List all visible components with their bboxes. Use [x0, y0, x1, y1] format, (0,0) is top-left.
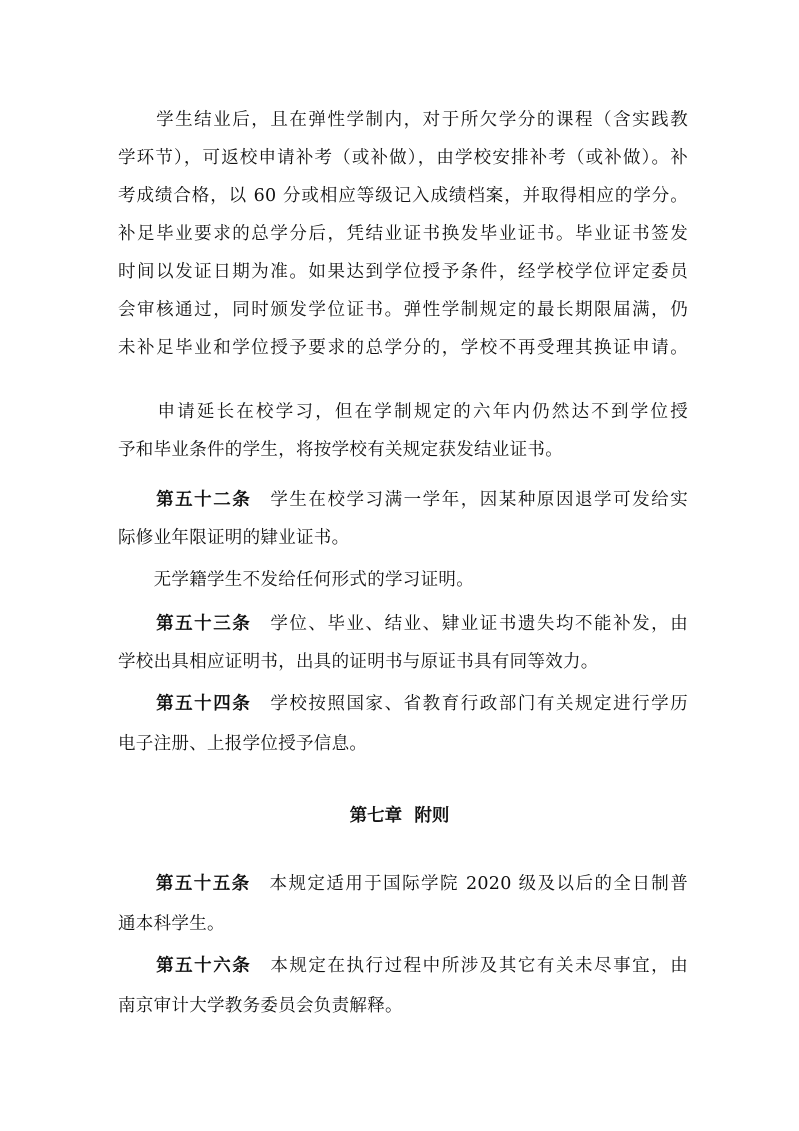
article-text: 学生在校学习满一学年，因某种原因退学可发给实: [270, 490, 688, 510]
paragraph-line: 未补足毕业和学位授予要求的总学分的，学校不再受理其换证申请。: [118, 338, 688, 358]
article-text: 本规定在执行过程中所涉及其它有关未尽事宜，由: [270, 956, 688, 976]
paragraph-line: 学校出具相应证明书，出具的证明书与原证书具有同等效力。: [118, 652, 599, 672]
paragraph-line: 补足毕业要求的总学分后，凭结业证书换发毕业证书。毕业证书签发: [118, 224, 688, 244]
paragraph-line: 时间以发证日期为准。如果达到学位授予条件，经学校学位评定委员: [118, 262, 688, 282]
article-number: 第五十四条: [156, 694, 252, 714]
article-number: 第五十二条: [156, 490, 252, 510]
paragraph-line: 会审核通过，同时颁发学位证书。弹性学制规定的最长期限届满，仍: [118, 300, 688, 320]
article-53-first-line: [118, 612, 688, 636]
article-text: 本规定适用于国际学院 2020 级及以后的全日制普: [269, 874, 688, 894]
paragraph-line: 予和毕业条件的学生，将按学校有关规定获发结业证书。: [118, 440, 563, 460]
paragraph-line: 电子注册、上报学位授予信息。: [118, 734, 368, 754]
paragraph-line: 通本科学生。: [118, 914, 225, 934]
paragraph-line: 南京审计大学教务委员会负责解释。: [118, 996, 403, 1016]
article-number: 第五十三条: [156, 614, 252, 634]
paragraph-line: 际修业年限证明的肄业证书。: [118, 528, 350, 548]
paragraph-line: 学生结业后，且在弹性学制内，对于所欠学分的课程（含实践教: [118, 110, 688, 130]
paragraph-line: 申请延长在校学习，但在学制规定的六年内仍然达不到学位授: [118, 402, 688, 422]
article-number: 第五十六条: [156, 956, 252, 976]
article-52-first-line: [118, 488, 688, 512]
article-text: 学位、毕业、结业、肄业证书遗失均不能补发，由: [270, 614, 688, 634]
article-text: 学校按照国家、省教育行政部门有关规定进行学历: [270, 694, 688, 714]
chapter-heading: 第七章 附则: [349, 806, 450, 826]
paragraph-line: 学环节），可返校申请补考（或补做），由学校安排补考（或补做）。补: [118, 148, 688, 168]
article-54-first-line: [118, 692, 688, 716]
article-56-first-line: [118, 954, 688, 978]
paragraph-line: 无学籍学生不发给任何形式的学习证明。: [118, 570, 474, 590]
article-55-first-line: [118, 872, 688, 896]
article-number: 第五十五条: [155, 874, 251, 894]
paragraph-line: 考成绩合格，以 60 分或相应等级记入成绩档案，并取得相应的学分。: [118, 186, 688, 206]
